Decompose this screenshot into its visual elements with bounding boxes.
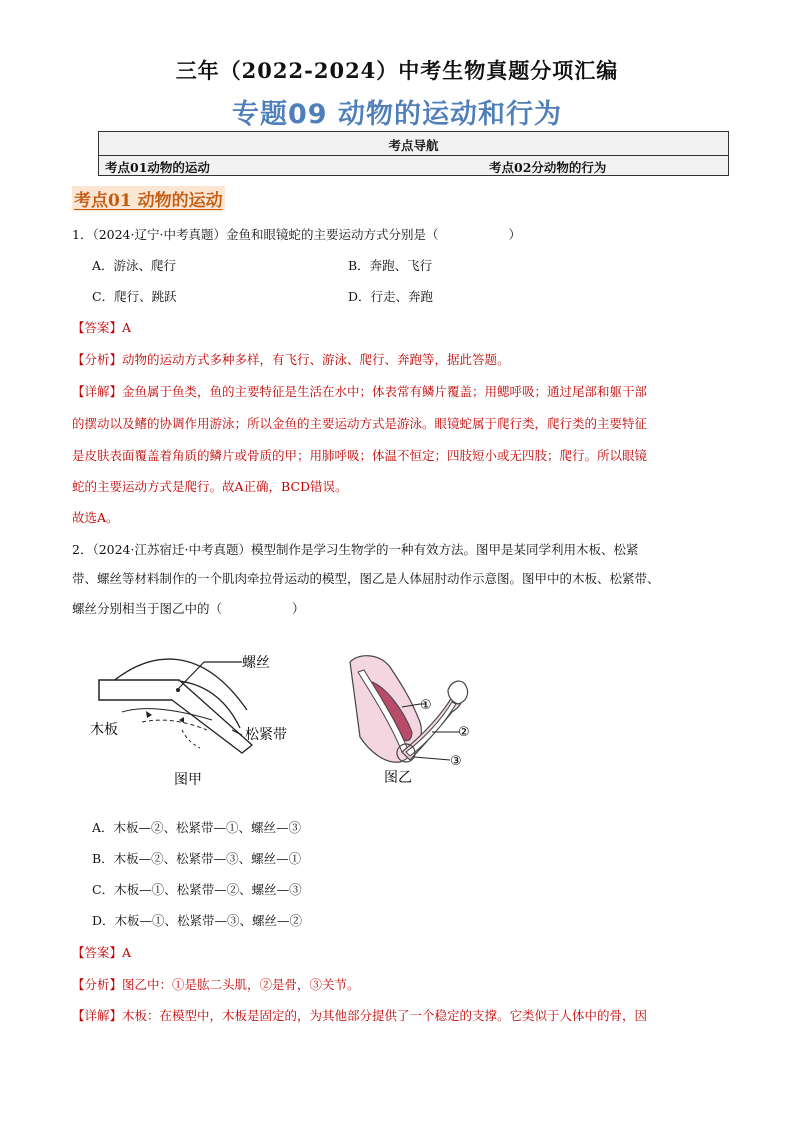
q1-analysis-text: 动物的运动方式多种多样，有飞行、游泳、爬行、奔跑等，据此答题。 [122, 352, 510, 367]
q2-option-b: B．木板—②、松紧带—③、螺丝—① [92, 851, 302, 866]
q2-option-c: C．木板—①、松紧带—②、螺丝—③ [92, 882, 302, 897]
board-shape [99, 680, 179, 700]
q2-stem-line-3-text: 螺丝分别相当于图乙中的（ [72, 601, 223, 616]
q1-detail-line-1 [72, 382, 647, 402]
q1-answer [72, 318, 131, 338]
section-heading: 考点01 动物的运动 [72, 186, 225, 211]
q1-detail-line-3: 是皮肤表面覆盖着角质的鳞片或骨质的甲；用肺呼吸；体温不恒定；四肢短小或无四肢；爬行。所以眼镜 [72, 448, 648, 463]
q1-analysis [72, 350, 510, 370]
q1-option-d: D．行走、奔跑 [348, 289, 434, 304]
q1-conclusion: 故选A。 [72, 510, 119, 525]
q1-option-b: B．奔跑、飞行 [348, 258, 433, 273]
nav-item-1[interactable]: 考点01动物的运动 [105, 160, 210, 175]
q1-detail-line-4: 蛇的主要运动方式是爬行。故A正确，BCD错误。 [72, 479, 348, 494]
q2-answer-tag: 【答案】 [72, 945, 123, 960]
q2-answer [72, 943, 131, 963]
q1-answer-value: A [122, 320, 132, 335]
figure-a-label-screw: 螺丝 [242, 655, 270, 671]
q1-stem-text: 1．（2024·辽宁·中考真题）金鱼和眼镜蛇的主要运动方式分别是（ [72, 227, 439, 242]
q1-analysis-tag: 【分析】 [72, 352, 123, 367]
figure-a-label-band: 松紧带 [245, 727, 287, 743]
q1-detail-text-1: 金鱼属于鱼类，鱼的主要特征是生活在水中；体表常有鳞片覆盖；用鳃呼吸；通过尾部和躯干部 [122, 384, 648, 399]
topic-title: 专题09 动物的运动和行为 [232, 99, 562, 130]
figure-b-caption: 图乙 [384, 770, 412, 786]
figure-b-marker-2: ② [458, 725, 470, 740]
q2-analysis [72, 975, 360, 995]
q2-answer-value: A [122, 945, 132, 960]
q1-stem [72, 225, 521, 245]
q1-stem-end: ） [508, 227, 521, 242]
figure-a-caption: 图甲 [174, 772, 202, 788]
q1-detail-line-2: 的摆动以及鳍的协调作用游泳；所以金鱼的主要运动方式是游泳。眼镜蛇属于爬行类，爬行类的主要特征 [72, 416, 648, 431]
q2-option-a: A．木板—②、松紧带—①、螺丝—③ [92, 820, 302, 835]
nav-heading: 考点导航 [388, 138, 439, 153]
figure-b-marker-1: ① [420, 698, 432, 713]
q2-stem-line-1: 2．（2024·江苏宿迁·中考真题）模型制作是学习生物学的一种有效方法。图甲是某同学利用木板、松紧 [72, 542, 639, 557]
q1-option-a: A．游泳、爬行 [92, 258, 177, 273]
screw-point [176, 688, 180, 692]
q2-detail [72, 1006, 647, 1026]
document-title: 三年（2022-2024）中考生物真题分项汇编 [175, 58, 619, 83]
q2-detail-tag: 【详解】 [72, 1008, 123, 1023]
q2-detail-text: 木板：在模型中，木板是固定的，为其他部分提供了一个稳定的支撑。它类似于人体中的骨，因 [122, 1008, 648, 1023]
figure-a-model [82, 650, 312, 790]
q2-analysis-tag: 【分析】 [72, 977, 123, 992]
nav-item-2[interactable]: 考点02分动物的行为 [489, 160, 607, 175]
figure-a-label-board: 木板 [90, 722, 118, 738]
q1-answer-tag: 【答案】 [72, 320, 123, 335]
figure-b-arm [340, 652, 490, 787]
q2-stem-end: ） [292, 601, 305, 616]
q1-detail-tag: 【详解】 [72, 384, 123, 399]
topic-navigation [98, 131, 729, 176]
q2-analysis-text: 图乙中：①是肱二头肌，②是骨，③关节。 [122, 977, 360, 992]
q2-stem-line-3 [72, 599, 305, 619]
q2-stem-line-2: 带、螺丝等材料制作的一个肌肉牵拉骨运动的模型，图乙是人体屈肘动作示意图。图甲中的木板、松紧带、 [72, 571, 660, 586]
nav-divider [99, 155, 728, 156]
figure-b-marker-3: ③ [450, 754, 462, 769]
q2-option-d: D．木板—①、松紧带—③、螺丝—② [92, 913, 303, 928]
q1-option-c: C．爬行、跳跃 [92, 289, 177, 304]
